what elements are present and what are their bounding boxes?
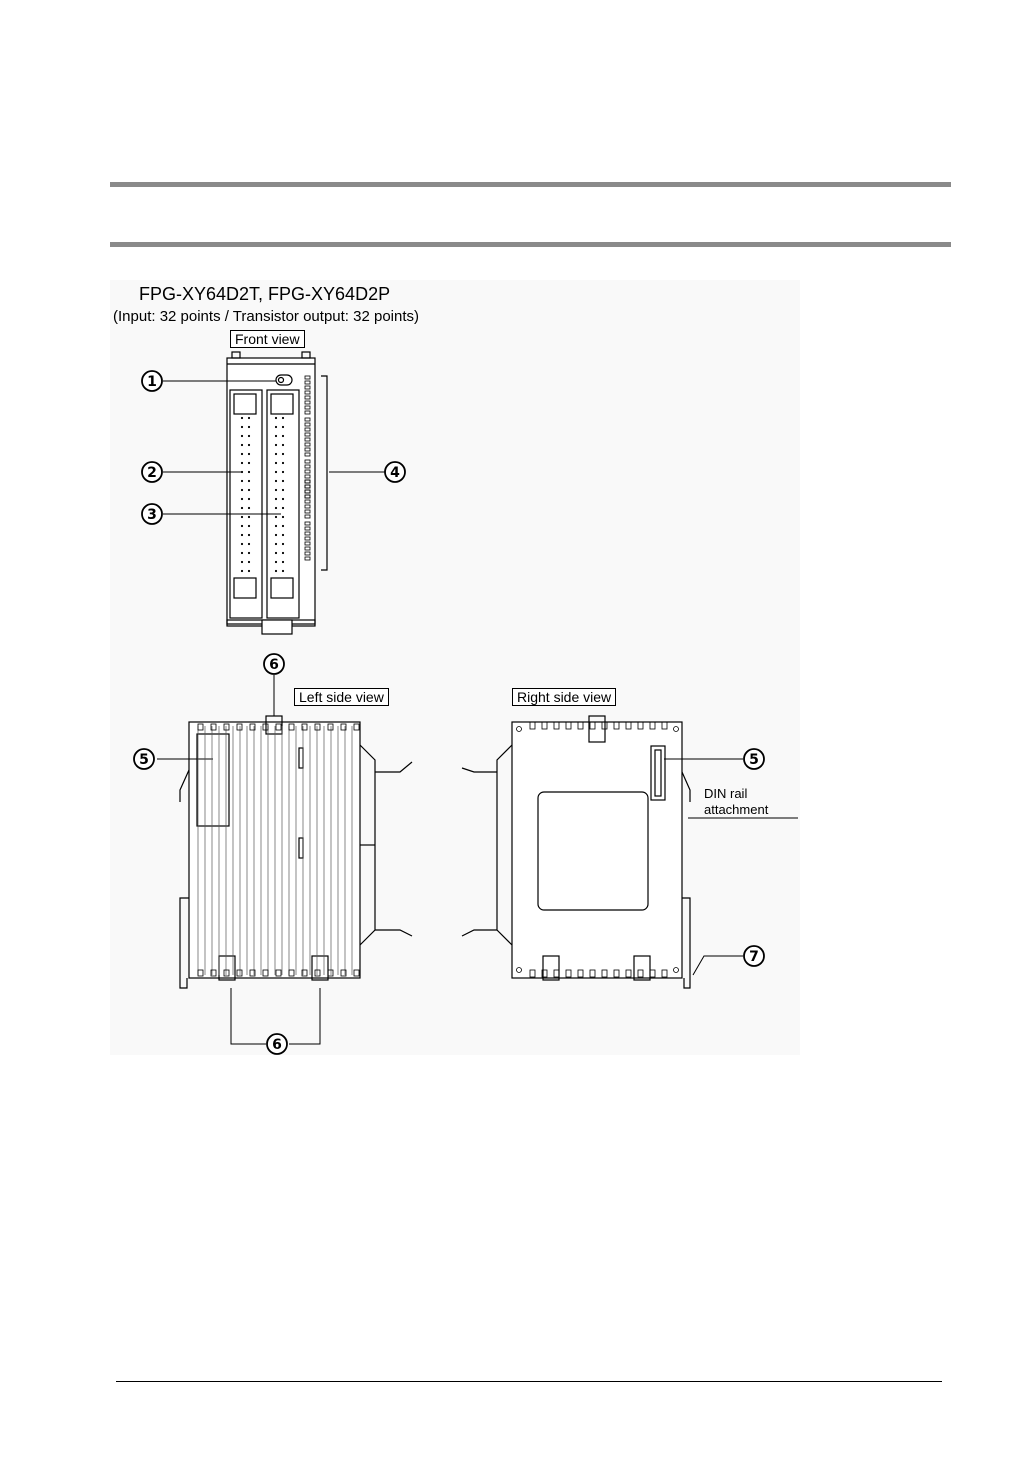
callout-2: [142, 462, 162, 482]
callout-6-bottom: [267, 1034, 287, 1054]
right-side-view-label: Right side view: [512, 688, 616, 706]
svg-text:6: 6: [272, 1037, 282, 1053]
front-view-drawing: [227, 352, 327, 634]
svg-text:7: 7: [749, 949, 759, 965]
footer-rule: [116, 1381, 942, 1382]
callout-3: [142, 504, 162, 524]
svg-text:5: 5: [139, 752, 149, 768]
callout-1: [142, 371, 162, 391]
callout-7: [744, 946, 764, 966]
left-side-view-label: Left side view: [294, 688, 389, 706]
svg-text:5: 5: [749, 752, 759, 768]
svg-text:6: 6: [269, 657, 279, 673]
din-rail-note-line1: DIN rail: [704, 786, 748, 801]
svg-text:3: 3: [147, 507, 157, 523]
svg-text:1: 1: [147, 374, 157, 390]
callout-6-top: [264, 654, 284, 674]
figure-title: FPG-XY64D2T, FPG-XY64D2P: [139, 284, 391, 304]
right-side-view-drawing: [462, 716, 690, 988]
front-view-label: Front view: [230, 330, 305, 348]
figure-subtitle: (Input: 32 points / Transistor output: 32 points): [113, 308, 420, 325]
callout-5-right: [744, 749, 764, 769]
din-rail-note-line2: attachment: [704, 802, 769, 817]
callout-4: [385, 462, 405, 482]
svg-text:4: 4: [390, 465, 400, 481]
callout-5-left: [134, 749, 154, 769]
svg-text:2: 2: [147, 465, 157, 481]
